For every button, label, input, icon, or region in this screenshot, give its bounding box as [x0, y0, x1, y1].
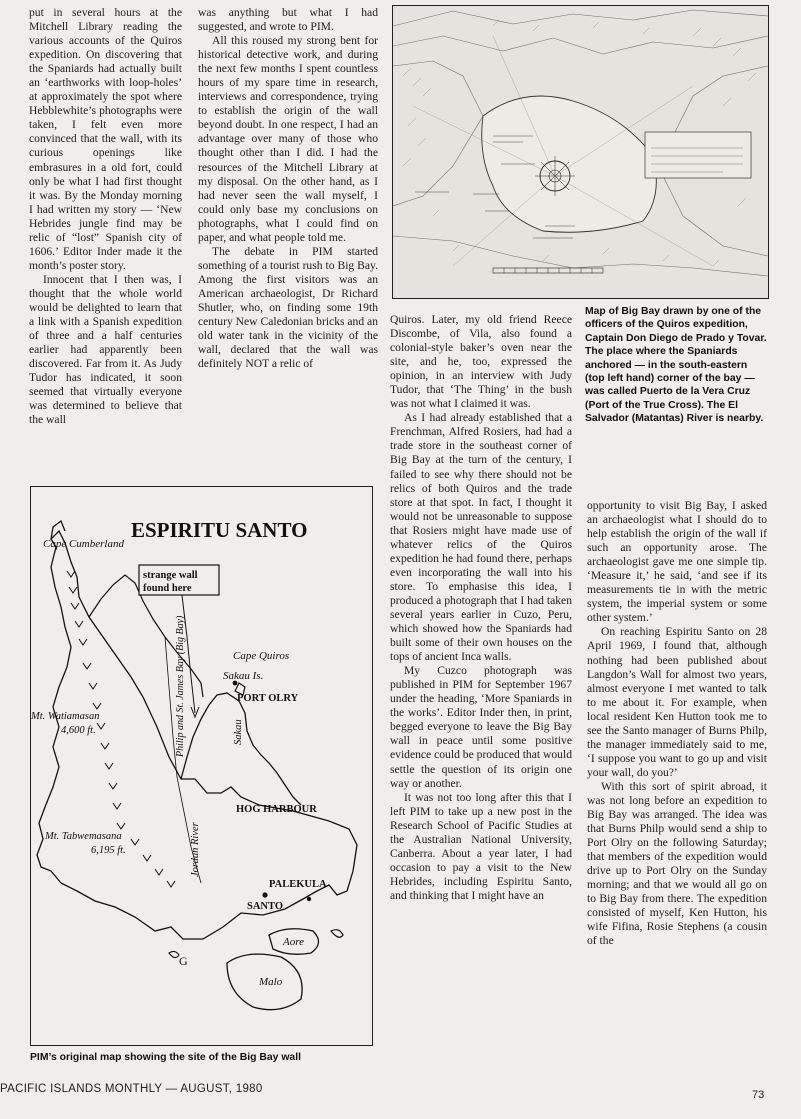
paragraph: put in several hours at the Mitchell Library reading the various accounts of the Quiros expedition. On discovering that the Spaniards had actually built an ‘earthworks with loop-holes’ at approximately the spot where Hebblewhite’s photographs were taken, I felt even more convinced that the wall, with its curious openings like embrasures in a old fort, could only be what I had first thought it was. By the Monday morning I had written my story — ‘New Hebrides jungle find may be relic of “lost” Spanish city of 1606.’ Editor Inder made it the month’s poster story.: [29, 6, 182, 272]
label-malo: Malo: [259, 976, 283, 988]
historical-map-caption: Map of Big Bay drawn by one of the officers of the Quiros expedition, Captain Don Diego de Prado y Tovar. The place where the Spaniards anchored — in the south-eastern (top left hand) corner of the bay — was called Puerto de la Vera Cruz (Port of the True Cross). The El Salvador (Matantas) River is nearby.: [585, 306, 767, 425]
label-strange-wall: strange wall: [143, 570, 198, 581]
paragraph: Quiros. Later, my old friend Reece Discombe, of Vila, also found a colonial-style baker’s oven near the site, and he, too, expressed the opinion, in an interview with Judy Tudor, that ‘The Thing’ in the bush was not what I claimed it was.: [390, 313, 572, 411]
label-mt-watiamasan-height: 4,600 ft.: [61, 725, 96, 736]
label-hog-harbour: HOG HARBOUR: [236, 804, 317, 815]
paragraph: The debate in PIM started something of a tourist rush to Big Bay. Among the first visitors was an American archaeologist, Dr Richard Shutler, who, on finding some 19th century New Caledonian bricks and an old water tank in the vicinity of the wall, declared that the wall was definitely NOT a relic of: [198, 244, 378, 371]
label-cape-cumberland: Cape Cumberland: [43, 538, 124, 550]
label-jordan-river: Jordan River: [190, 822, 201, 877]
label-palekula: PALEKULA: [269, 879, 327, 890]
label-found-here: found here: [143, 583, 192, 594]
paragraph: was anything but what I had suggested, and wrote to PIM.: [198, 6, 378, 34]
label-sakau-is: Sakau Is.: [223, 670, 264, 682]
article-column-1: [29, 6, 182, 427]
historical-map-drawing: [393, 6, 768, 298]
santo-map-drawing: [31, 487, 372, 1045]
paragraph: opportunity to visit Big Bay, I asked an archaeologist what I should do to help establish the origin of the wall if such an opportunity arose. The archaeologist gave me one simple tip. ‘Measure it,’ he said, ‘and see if its measurements tie in with the metric system, the imperial system or some other system.’: [587, 499, 767, 625]
label-g: G: [179, 954, 188, 968]
article-column-3: [390, 313, 572, 903]
page-footer-publication: PACIFIC ISLANDS MONTHLY — AUGUST, 1980: [0, 1083, 263, 1095]
label-port-olry: PORT OLRY: [237, 693, 299, 704]
article-column-2: [198, 6, 378, 371]
map-title: ESPIRITU SANTO: [131, 518, 308, 542]
label-mt-tabwemasana-height: 6,195 ft.: [91, 845, 126, 856]
paragraph: As I had already established that a Frenchman, Alfred Rosiers, had had a trade store in the southeast corner of Big Bay at the turn of the century, I failed to see why there should not be relics of both Quiros and the trade store at that spot. In fact, I thought it would not be unreasonable to suppose that Rosiers might have made use of whatever relics of the Quiros expedition he had found there, perhaps even incorporating the wall into his store. To emphasise this idea, I produced a photograph that I had taken several years earlier in Cuzo, Peru, which showed how the Spaniards had built some of their own houses on the tops of ancient Inca walls.: [390, 411, 572, 664]
label-sakau: Sakau: [233, 719, 244, 745]
label-cape-quiros: Cape Quiros: [233, 650, 290, 662]
santo-map-caption: PIM’s original map showing the site of the Big Bay wall: [30, 1052, 301, 1063]
paragraph: All this roused my strong bent for historical detective work, and during the next few months I spent countless hours of my spare time in research, interviews and correspondence, trying to establish the origin of the wall beyond doubt. In one respect, I had an advantage over many of those who thought other than I did. I had the resources of the Mitchell Library at my disposal. On the other hand, as I had never seen the wall myself, I could only base my conclusions on photographs, what I could find on paper, and what people told me.: [198, 34, 378, 244]
label-santo: SANTO: [247, 901, 283, 912]
big-bay-historical-map: [392, 5, 769, 299]
page-number: 73: [752, 1089, 765, 1101]
paragraph: On reaching Espiritu Santo on 28 April 1969, I found that, although nothing had been published about Langdon’s Wall for almost two years, almost everyone I met wanted to talk to me about it. For example, when local resident Ken Hutton took me to see the Santo manager of Burns Philp, the manager immediately said to me, ‘I suppose you want to go up and visit your wall, do you?’: [587, 625, 767, 779]
paragraph: With this sort of spirit abroad, it was not long before an expedition to Big Bay was arranged. The idea was that Burns Philp would send a ship to Port Olry on the following Saturday; that members of the expedition would drive up to Port Olry on the Sunday morning; and that we would all go on to Big Bay from there. The expedition consisted of myself, Ken Hutton, his wife Fifina, Rosie Stephens (a cousin of the: [587, 779, 767, 948]
paragraph: It was not too long after this that I left PIM to take up a new post in the Research School of Pacific Studies at the Australian National University, Canberra. About a year later, I had occasion to pay a visit to the New Hebrides, including Espiritu Santo, and thinking that I might have an: [390, 790, 572, 902]
espiritu-santo-map: [30, 486, 373, 1046]
label-mt-tabwemasana: Mt. Tabwemasana: [45, 831, 122, 842]
paragraph: Innocent that I then was, I thought that the whole world would be delighted to learn that a link with a Spanish expedition of three and a half centuries earlier had apparently been discovered. Far from it. As Judy Tudor has indicated, it soon seemed that virtually everyone was determined to believe that the wall: [29, 272, 182, 427]
label-mt-watiamasan: Mt. Watiamasan: [31, 711, 100, 722]
paragraph: My Cuzco photograph was published in PIM for September 1967 under the heading, ‘More Spaniards in the works’. Editor Inder then, in print, begged everyone to leave the Big Bay wall in peace until some positive evidence could be produced that would settle the question of its origin one way or another.: [390, 664, 572, 790]
label-philip-james-bay: Philip and St. James Bay (Big Bay): [175, 615, 186, 757]
article-column-4: [587, 499, 767, 949]
label-aore: Aore: [283, 936, 304, 948]
